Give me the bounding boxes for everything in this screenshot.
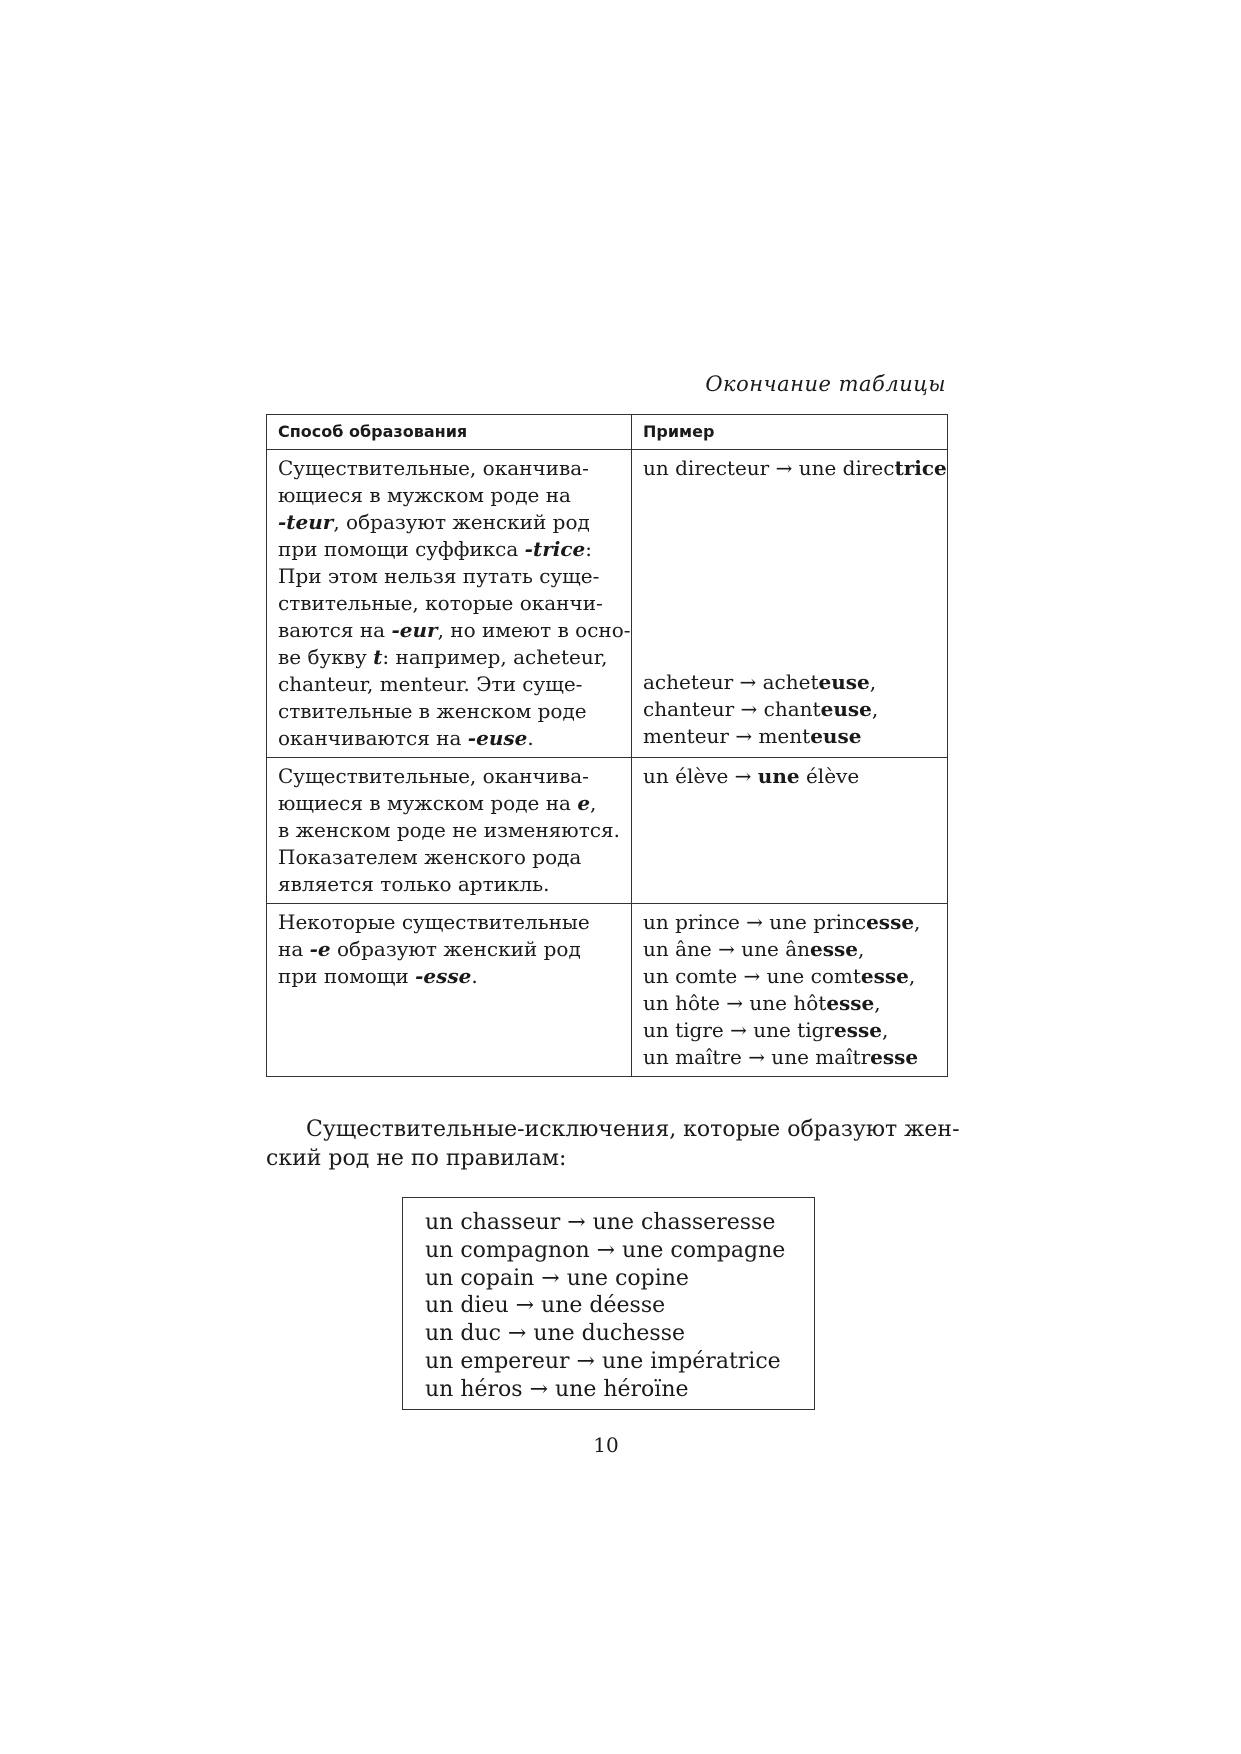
table-caption: Окончание таблицы xyxy=(705,372,946,396)
example-text: élève xyxy=(799,764,860,788)
rule-cell xyxy=(267,450,632,758)
example-text: un prince → une princ xyxy=(643,910,867,934)
example-cell xyxy=(632,758,948,904)
table-header-row xyxy=(267,415,948,450)
rule-cell xyxy=(267,904,632,1077)
suffix-eur: -eur xyxy=(391,618,438,642)
table-row xyxy=(267,450,948,758)
example-text: un âne → une ân xyxy=(643,937,810,961)
letter-e: e xyxy=(577,791,591,815)
rule-line: Существительные, оканчива- xyxy=(278,764,589,788)
rule-line xyxy=(278,509,621,536)
suffix-e: -e xyxy=(309,937,331,961)
example-suffix: esse xyxy=(826,991,875,1015)
header-method: Способ образования xyxy=(267,415,632,450)
exceptions-intro xyxy=(266,1115,960,1173)
exception-item: un compagnon → une compagne xyxy=(425,1237,786,1263)
rule-text: ющиеся в мужском роде на xyxy=(278,791,578,815)
example-text: un comte → une comt xyxy=(643,964,861,988)
suffix-trice: -trice xyxy=(524,537,586,561)
rule-line xyxy=(278,644,621,671)
example-text: , xyxy=(869,670,877,694)
suffix-teur: -teur xyxy=(278,510,334,534)
example-line xyxy=(643,455,947,482)
example-text: acheteur → achet xyxy=(643,670,819,694)
example-line xyxy=(643,763,937,790)
example-text: chanteur → chant xyxy=(643,697,821,721)
example-text: , xyxy=(874,991,881,1015)
exception-item: un duc → une duchesse xyxy=(425,1321,686,1347)
exception-item: un chasseur → une chasseresse xyxy=(425,1210,776,1235)
rule-line: Существительные, оканчива- xyxy=(278,456,589,480)
example-line xyxy=(643,696,937,723)
example-line xyxy=(643,963,937,990)
rule-text: , xyxy=(590,791,597,815)
rule-line xyxy=(278,936,621,963)
rule-text: при помощи xyxy=(278,964,416,988)
example-line xyxy=(643,1044,937,1071)
rule-text: : например, acheteur, xyxy=(382,645,608,669)
rule-text: . xyxy=(471,964,478,988)
table-row xyxy=(267,904,948,1077)
rule-line: chanteur, menteur. Эти суще- xyxy=(278,672,583,696)
example-line xyxy=(643,990,937,1017)
example-text: menteur → ment xyxy=(643,724,811,748)
rule-text: при помощи суффикса xyxy=(278,537,525,561)
page-number: 10 xyxy=(593,1433,619,1457)
rule-line xyxy=(278,617,631,644)
rule-line xyxy=(278,790,621,817)
example-text: , xyxy=(857,937,865,961)
example-suffix: esse xyxy=(833,1018,882,1042)
table-row xyxy=(267,758,948,904)
example-line xyxy=(643,669,937,696)
rule-line: ствительные, которые оканчи- xyxy=(278,591,603,615)
suffix-esse: -esse xyxy=(415,964,472,988)
example-cell xyxy=(632,904,948,1077)
rule-text: оканчиваются на xyxy=(278,726,468,750)
rule-text: ваются на xyxy=(278,618,392,642)
example-line xyxy=(643,1017,937,1044)
rule-text: ве букву xyxy=(278,645,374,669)
example-suffix: esse xyxy=(860,964,909,988)
rule-line: в женском роде не изменяются. xyxy=(278,818,620,842)
example-line xyxy=(643,936,937,963)
header-example: Пример xyxy=(632,415,948,450)
exception-item: un héros → une héroïne xyxy=(425,1376,689,1402)
example-suffix: esse xyxy=(870,1045,919,1069)
rule-line xyxy=(278,725,621,752)
exception-item: un dieu → une déesse xyxy=(425,1293,666,1319)
rule-line xyxy=(278,536,621,563)
example-line xyxy=(643,723,937,750)
rule-text: . xyxy=(527,726,534,750)
rule-text: : xyxy=(585,537,592,561)
example-text: un tigre → une tigr xyxy=(643,1018,834,1042)
rule-text: на xyxy=(278,937,310,961)
formation-table xyxy=(266,414,948,1077)
example-text: , xyxy=(871,697,879,721)
example-text: un élève → xyxy=(643,764,758,788)
example-article: une xyxy=(757,764,800,788)
example-suffix: euse xyxy=(820,697,872,721)
example-text: , xyxy=(914,910,921,934)
rule-line: ющиеся в мужском роде на xyxy=(278,483,571,507)
suffix-euse: -euse xyxy=(467,726,528,750)
example-suffix: euse xyxy=(810,724,862,748)
example-suffix: euse xyxy=(818,670,870,694)
spacer xyxy=(643,482,937,669)
exceptions-box xyxy=(402,1197,815,1410)
rule-line: ствительные в женском роде xyxy=(278,699,587,723)
intro-line: Существительные-исключения, которые образуют жен- xyxy=(306,1117,960,1142)
rule-text: , образуют женский род xyxy=(333,510,590,534)
rule-line xyxy=(278,963,621,990)
rule-text: образуют женский род xyxy=(330,937,581,961)
rule-line: Некоторые существительные xyxy=(278,910,590,934)
example-text: un directeur → une direc xyxy=(643,456,895,480)
rule-line: является только артикль. xyxy=(278,872,550,896)
example-suffix: esse xyxy=(810,937,858,961)
example-text: un hôte → une hôt xyxy=(643,991,827,1015)
example-text: , xyxy=(908,964,916,988)
exception-item: un copain → une copine xyxy=(425,1265,689,1291)
letter-t: t xyxy=(373,645,383,669)
rule-text: , но имеют в осно- xyxy=(437,618,631,642)
rule-cell xyxy=(267,758,632,904)
example-suffix: trice xyxy=(894,456,947,480)
intro-line: ский род не по правилам: xyxy=(266,1146,567,1171)
example-suffix: esse xyxy=(866,910,915,934)
example-text: un maître → une maîtr xyxy=(643,1045,871,1069)
exception-item: un empereur → une impératrice xyxy=(425,1348,781,1374)
example-cell xyxy=(632,450,948,758)
rule-line: Показателем женского рода xyxy=(278,845,582,869)
example-line xyxy=(643,909,937,936)
example-text: , xyxy=(881,1018,889,1042)
rule-line: При этом нельзя путать суще- xyxy=(278,564,600,588)
